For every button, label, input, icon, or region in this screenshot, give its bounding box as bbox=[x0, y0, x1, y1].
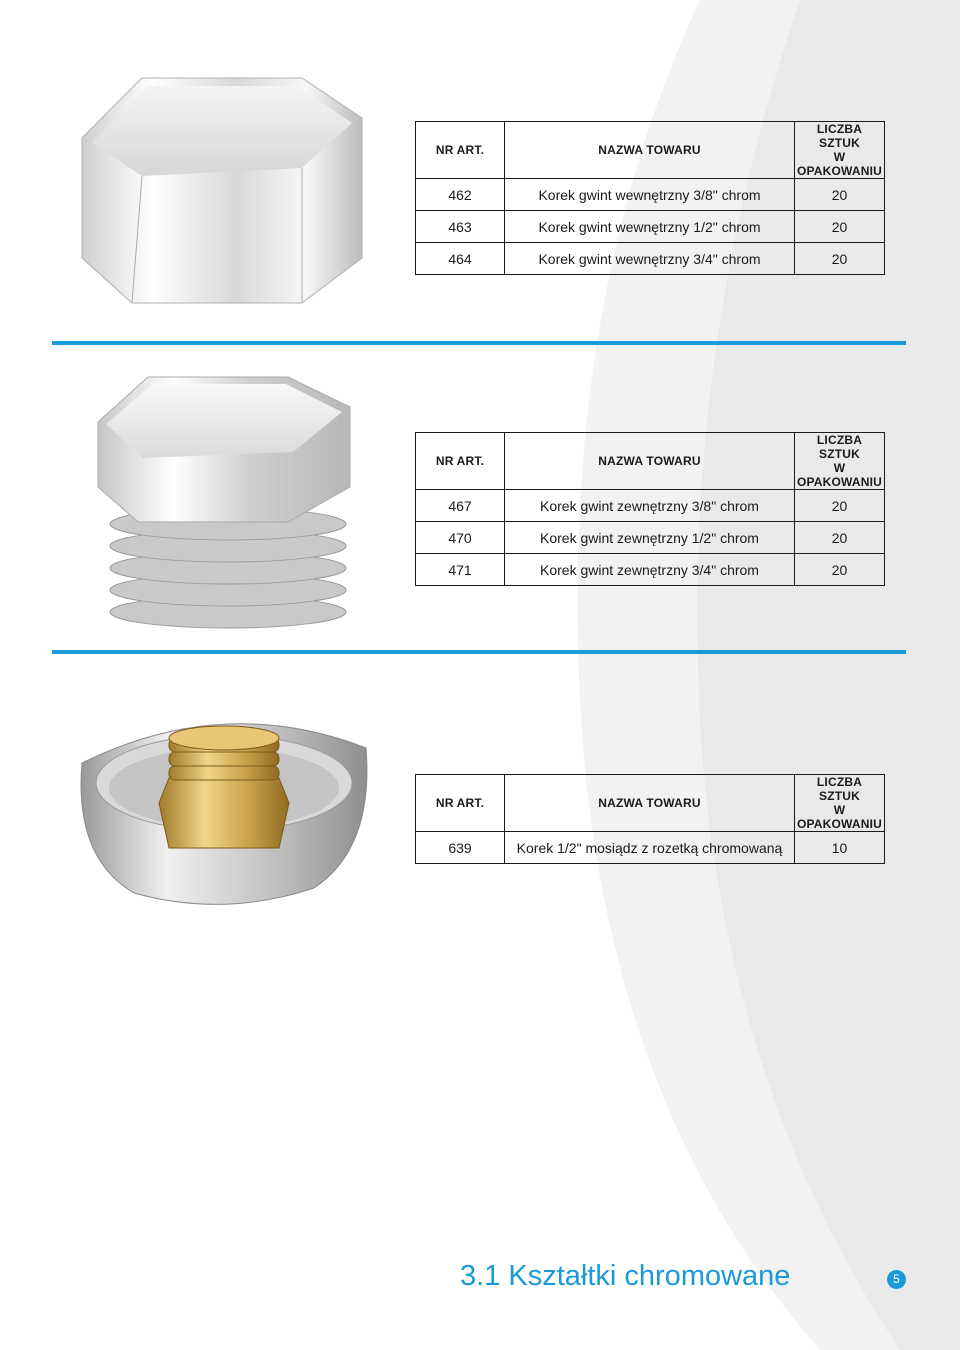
cell-art: 467 bbox=[416, 490, 505, 522]
table-row bbox=[416, 554, 885, 586]
spec-table-1 bbox=[415, 121, 885, 275]
cell-name: Korek gwint wewnętrzny 3/4" chrom bbox=[505, 243, 795, 275]
cell-qty: 20 bbox=[795, 554, 885, 586]
hex-plug-threaded-chrome-icon bbox=[88, 362, 368, 642]
table-row bbox=[416, 243, 885, 275]
table-row bbox=[416, 179, 885, 211]
header-qty-line2: W OPAKOWANIU bbox=[796, 150, 883, 178]
header-qty bbox=[795, 775, 885, 832]
cell-name: Korek gwint zewnętrzny 3/4" chrom bbox=[505, 554, 795, 586]
page-number-badge: 5 bbox=[887, 1270, 906, 1289]
cell-qty: 20 bbox=[795, 211, 885, 243]
header-qty-line1: LICZBA SZTUK bbox=[816, 433, 863, 461]
cell-art: 471 bbox=[416, 554, 505, 586]
cell-name: Korek gwint wewnętrzny 1/2" chrom bbox=[505, 211, 795, 243]
header-qty-line1: LICZBA SZTUK bbox=[816, 775, 863, 803]
cell-name: Korek 1/2" mosiądz z rozetką chromowaną bbox=[505, 832, 795, 864]
table-header-row bbox=[416, 122, 885, 179]
header-name: NAZWA TOWARU bbox=[505, 775, 795, 832]
cell-art: 470 bbox=[416, 522, 505, 554]
header-art: NR ART. bbox=[416, 775, 505, 832]
header-art: NR ART. bbox=[416, 433, 505, 490]
header-qty bbox=[795, 122, 885, 179]
cell-art: 464 bbox=[416, 243, 505, 275]
header-art: NR ART. bbox=[416, 122, 505, 179]
cell-qty: 20 bbox=[795, 243, 885, 275]
header-qty bbox=[795, 433, 885, 490]
cell-name: Korek gwint wewnętrzny 3/8" chrom bbox=[505, 179, 795, 211]
header-qty-line2: W OPAKOWANIU bbox=[796, 461, 883, 489]
section-divider bbox=[52, 650, 906, 654]
cell-name: Korek gwint zewnętrzny 3/8" chrom bbox=[505, 490, 795, 522]
header-name: NAZWA TOWARU bbox=[505, 122, 795, 179]
table-row bbox=[416, 211, 885, 243]
table-row bbox=[416, 490, 885, 522]
cell-art: 463 bbox=[416, 211, 505, 243]
cell-qty: 10 bbox=[795, 832, 885, 864]
cell-art: 462 bbox=[416, 179, 505, 211]
header-name: NAZWA TOWARU bbox=[505, 433, 795, 490]
hex-cap-chrome-icon bbox=[72, 58, 372, 308]
header-qty-line1: LICZBA SZTUK bbox=[816, 122, 863, 150]
spec-table-2 bbox=[415, 432, 885, 586]
section-divider bbox=[52, 341, 906, 345]
brass-plug-rosette-icon bbox=[74, 708, 374, 908]
cell-art: 639 bbox=[416, 832, 505, 864]
table-header-row bbox=[416, 433, 885, 490]
cell-qty: 20 bbox=[795, 490, 885, 522]
cell-qty: 20 bbox=[795, 179, 885, 211]
cell-name: Korek gwint zewnętrzny 1/2" chrom bbox=[505, 522, 795, 554]
footer-title: 3.1 Kształtki chromowane bbox=[460, 1260, 791, 1292]
table-header-row bbox=[416, 775, 885, 832]
spec-table-3 bbox=[415, 774, 885, 864]
cell-qty: 20 bbox=[795, 522, 885, 554]
header-qty-line2: W OPAKOWANIU bbox=[796, 803, 883, 831]
table-row bbox=[416, 522, 885, 554]
table-row bbox=[416, 832, 885, 864]
